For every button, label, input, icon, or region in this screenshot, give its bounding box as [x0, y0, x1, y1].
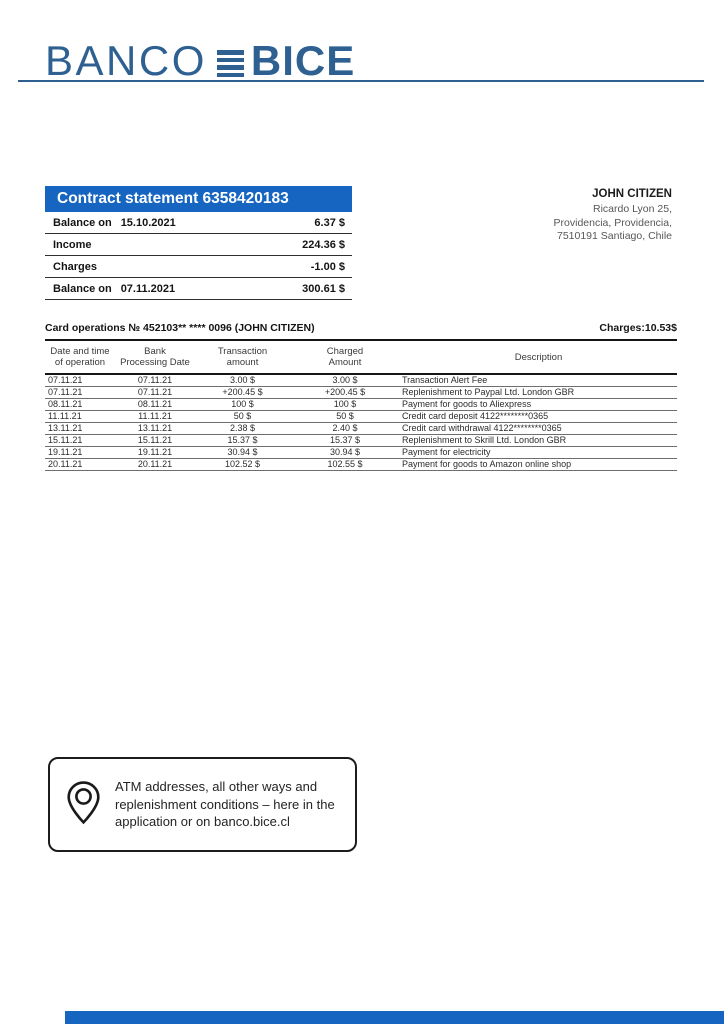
- cell-transaction-amount: 3.00 $: [229, 375, 256, 386]
- footer-accent-bar: [65, 1011, 724, 1024]
- cell-description: Payment for goods to Aliexpress: [402, 399, 532, 410]
- summary-label: Income: [53, 238, 92, 251]
- table-row: [45, 387, 677, 399]
- cell-operation-date: 19.11.21: [48, 447, 83, 458]
- summary-label: Charges: [53, 260, 98, 273]
- cell-operation-date: 07.11.21: [48, 387, 83, 398]
- cell-charged-amount: 2.40 $: [332, 423, 358, 434]
- column-header-charged-amount: Charged Amount: [326, 346, 364, 369]
- card-operations-title: Card operations № 452103** **** 0096 (JOHN CITIZEN): [45, 322, 315, 334]
- atm-note-line: replenishment conditions – here in the: [115, 796, 335, 812]
- table-row: [45, 423, 677, 435]
- column-header-description: Description: [514, 351, 563, 363]
- logo-bars-icon: [217, 50, 244, 77]
- column-header-transaction-amount: Transaction amount: [217, 346, 268, 369]
- cell-description: Credit card deposit 4122********0365: [402, 411, 549, 422]
- card-operations-table: [45, 343, 677, 471]
- cell-processing-date: 15.11.21: [137, 435, 173, 446]
- table-row: [45, 447, 677, 459]
- customer-name: JOHN CITIZEN: [592, 188, 672, 200]
- summary-label: Balance on: [53, 282, 112, 295]
- contract-statement-block: [45, 186, 352, 300]
- cell-description: Payment for goods to Amazon online shop: [402, 459, 572, 470]
- summary-row-closing-balance: [45, 278, 352, 300]
- table-row: [45, 375, 677, 387]
- column-header-operation-date: Date and time of operation: [50, 346, 110, 369]
- cell-operation-date: 11.11.21: [48, 411, 82, 422]
- cell-transaction-amount: 102.52 $: [224, 459, 261, 470]
- table-row: [45, 399, 677, 411]
- summary-value: 6.37 $: [314, 216, 345, 229]
- cell-description: Credit card withdrawal 4122********0365: [402, 423, 562, 434]
- card-operations-charges: Charges:10.53$: [599, 322, 677, 334]
- cell-description: Replenishment to Paypal Ltd. London GBR: [402, 387, 575, 398]
- cell-operation-date: 20.11.21: [48, 459, 83, 470]
- atm-note-text: [115, 778, 335, 831]
- cell-transaction-amount: 15.37 $: [227, 435, 258, 446]
- cell-description: Replenishment to Skrill Ltd. London GBR: [402, 435, 567, 446]
- cell-charged-amount: 100 $: [333, 399, 357, 410]
- customer-address-block: [554, 188, 672, 244]
- cell-operation-date: 15.11.21: [48, 435, 83, 446]
- cell-charged-amount: 15.37 $: [329, 435, 361, 446]
- cell-processing-date: 20.11.21: [137, 459, 173, 470]
- summary-value: 224.36 $: [302, 238, 345, 251]
- cell-charged-amount: 30.94 $: [329, 447, 361, 458]
- cell-operation-date: 08.11.21: [48, 399, 83, 410]
- card-operations-header: [45, 322, 677, 341]
- table-row: [45, 459, 677, 471]
- table-row: [45, 411, 677, 423]
- summary-value: -1.00 $: [310, 260, 345, 273]
- table-row: [45, 435, 677, 447]
- logo-text-bice: BICE: [250, 37, 356, 84]
- cell-charged-amount: +200.45 $: [324, 387, 366, 398]
- summary-row-charges: [45, 256, 352, 278]
- cell-transaction-amount: 30.94 $: [227, 447, 258, 458]
- cell-transaction-amount: 100 $: [231, 399, 254, 410]
- column-header-processing-date: Bank Processing Date: [120, 346, 190, 369]
- summary-date: 15.10.2021: [120, 216, 176, 229]
- cell-transaction-amount: 2.38 $: [229, 423, 256, 434]
- cell-transaction-amount: 50 $: [233, 411, 252, 422]
- summary-row-income: [45, 234, 352, 256]
- cell-processing-date: 07.11.21: [137, 375, 173, 386]
- cell-transaction-amount: +200.45 $: [222, 387, 263, 398]
- summary-value: 300.61 $: [302, 282, 345, 295]
- summary-row-opening-balance: [45, 212, 352, 234]
- customer-address-line: 7510191 Santiago, Chile: [556, 230, 672, 242]
- cell-operation-date: 13.11.21: [48, 423, 83, 434]
- summary-date: 07.11.2021: [120, 282, 176, 295]
- table-header-row: [45, 343, 677, 375]
- cell-operation-date: 07.11.21: [48, 375, 83, 386]
- atm-info-box: [48, 757, 357, 852]
- location-pin-icon: [65, 780, 102, 830]
- bank-logo: [45, 37, 356, 84]
- cell-processing-date: 11.11.21: [138, 411, 172, 422]
- cell-charged-amount: 3.00 $: [332, 375, 358, 386]
- atm-note-line: application or on banco.bice.cl: [115, 814, 290, 830]
- cell-processing-date: 13.11.21: [137, 423, 173, 434]
- cell-charged-amount: 102.55 $: [327, 459, 363, 470]
- cell-charged-amount: 50 $: [336, 411, 354, 422]
- customer-address-line: Ricardo Lyon 25,: [593, 203, 672, 215]
- cell-processing-date: 08.11.21: [137, 399, 173, 410]
- cell-description: Transaction Alert Fee: [402, 375, 488, 386]
- cell-processing-date: 19.11.21: [137, 447, 173, 458]
- cell-description: Payment for electricity: [402, 447, 491, 458]
- atm-note-line: ATM addresses, all other ways and: [115, 779, 318, 795]
- logo-text-banco: BANCO: [45, 37, 207, 84]
- customer-address-line: Providencia, Providencia,: [553, 216, 672, 229]
- statement-title: Contract statement 6358420183: [45, 186, 352, 212]
- cell-processing-date: 07.11.21: [137, 387, 173, 398]
- summary-label: Balance on: [53, 216, 112, 229]
